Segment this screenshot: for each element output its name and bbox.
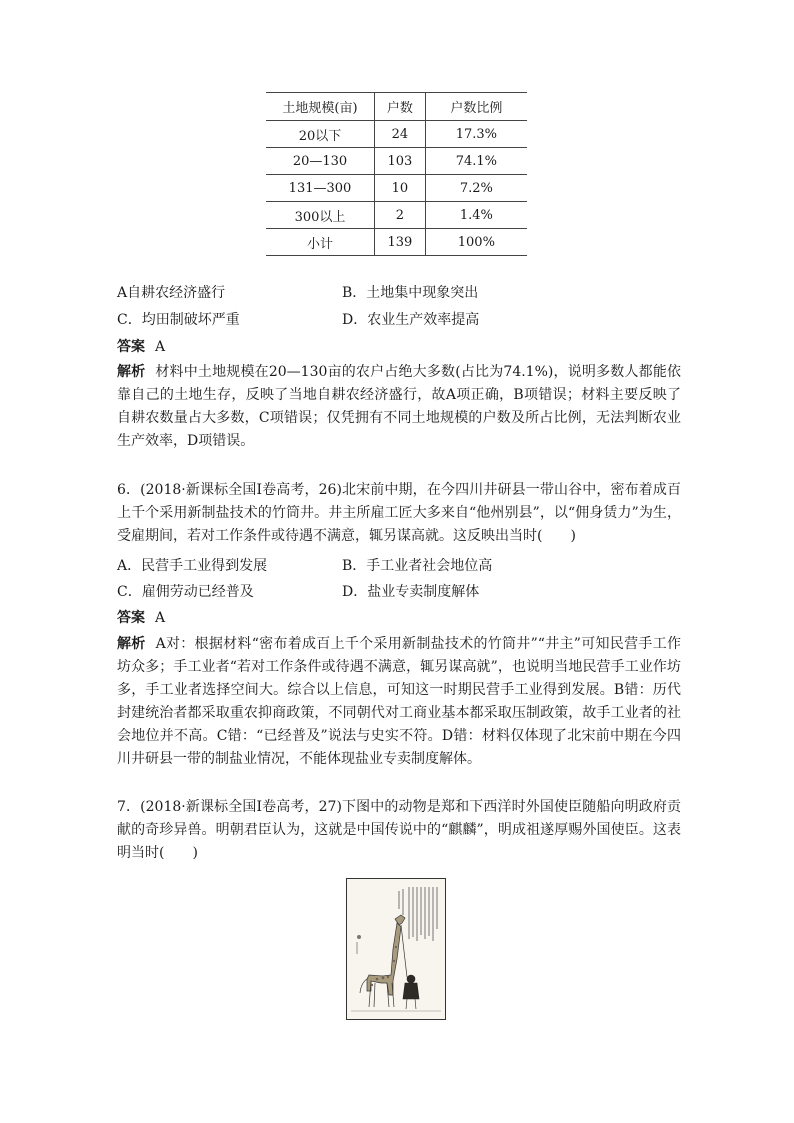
- table-cell: 小计: [266, 229, 375, 256]
- q7-stem: 7．(2018·新课标全国Ⅰ卷高考，27)下图中的动物是郑和下西洋时外国使臣随船向明政府贡献的奇珍异兽。明朝君臣认为，这就是中国传说中的“麒麟”，明成祖遂厚赐外国使臣。这表明当时( ): [117, 799, 681, 861]
- q5-option-b: B．土地集中现象突出: [342, 285, 479, 301]
- land-scale-table: [266, 92, 527, 256]
- q6-option-c: C．雇佣劳动已经普及: [117, 584, 254, 600]
- table-cell: 20以下: [266, 121, 375, 148]
- q6-stem: 6．(2018·新课标全国Ⅰ卷高考，26)北宋前中期，在今四川井研县一带山谷中，密布着成百上千个采用新制盐技术的竹筒井。井主所雇工匠大多来自“他州别县”，以“佣身赁力”为生，受雇期间，若对工作条件或待遇不满意，辄另谋高就。这反映出当时( ): [117, 482, 681, 544]
- table-cell: 139: [375, 229, 426, 256]
- analysis-label: 解析: [117, 364, 146, 380]
- table-cell: 131—300: [266, 175, 375, 202]
- q5-answer: [117, 337, 165, 357]
- table-row: [266, 229, 527, 256]
- table-header-cell: 户数比例: [425, 93, 527, 121]
- analysis-text: 材料中土地规模在20—130亩的农户占绝大多数(占比为74.1%)，说明多数人都能依靠自己的土地生存，反映了当地自耕农经济盛行，故A项正确，B项错误；材料主要反映了自耕农数量占大多数，C项错误；仅凭拥有不同土地规模的户数及所占比例，无法判断农业生产效率，D项错误。: [117, 364, 682, 449]
- q5-option-a: A自耕农经济盛行: [117, 285, 226, 301]
- answer-label: 答案: [117, 610, 145, 626]
- table-cell: 2: [375, 202, 426, 229]
- q6-analysis: [117, 633, 681, 771]
- qilin-giraffe-painting: [346, 878, 446, 1020]
- table-cell: 20—130: [266, 148, 375, 175]
- answer-value: A: [155, 610, 166, 626]
- table-row: [266, 175, 527, 202]
- table-cell: 300以上: [266, 202, 375, 229]
- table-cell: 7.2%: [425, 175, 527, 202]
- q6-answer: [117, 608, 165, 628]
- table-cell: 100%: [425, 229, 527, 256]
- table-cell: 74.1%: [425, 148, 527, 175]
- table-header-cell: 户数: [375, 93, 426, 121]
- q5-option-d: D．农业生产效率提高: [342, 312, 480, 328]
- table-cell: 17.3%: [425, 121, 527, 148]
- table-cell: 1.4%: [425, 202, 527, 229]
- table-cell: 103: [375, 148, 426, 175]
- q6-option-b: B．手工业者社会地位高: [342, 558, 493, 574]
- answer-value: A: [155, 339, 166, 355]
- table-header-row: [266, 93, 527, 121]
- analysis-text: A对：根据材料“密布着成百上千个采用新制盐技术的竹筒井”“井主”可知民营手工作坊众多；手工业者“若对工作条件或待遇不满意，辄另谋高就”，也说明当地民营手工业作坊多，手工业者选择空间大。综合以上信息，可知这一时期民营手工业得到发展。B错：历代封建统治者都采取重农抑商政策，不同朝代对工商业基本都采取压制政策，故手工业者的社会地位并不高。C错：“已经普及”说法与史实不符。D错：材料仅体现了北宋前中期在今四川井研县一带的制盐业情况，不能体现盐业专卖制度解体。: [117, 636, 681, 767]
- table-row: [266, 121, 527, 148]
- table-cell: 10: [375, 175, 426, 202]
- q5-analysis: [117, 361, 681, 453]
- q6-option-d: D．盐业专卖制度解体: [342, 584, 480, 600]
- table-header-cell: 土地规模(亩): [266, 93, 375, 121]
- analysis-label: 解析: [117, 636, 146, 652]
- q6-option-a: A．民营手工业得到发展: [117, 558, 268, 574]
- answer-label: 答案: [117, 339, 145, 355]
- q5-option-c: C．均田制破坏严重: [117, 312, 240, 328]
- table-cell: 24: [375, 121, 426, 148]
- table-row: [266, 148, 527, 175]
- table-row: [266, 202, 527, 229]
- giraffe-illustration: [347, 879, 445, 1019]
